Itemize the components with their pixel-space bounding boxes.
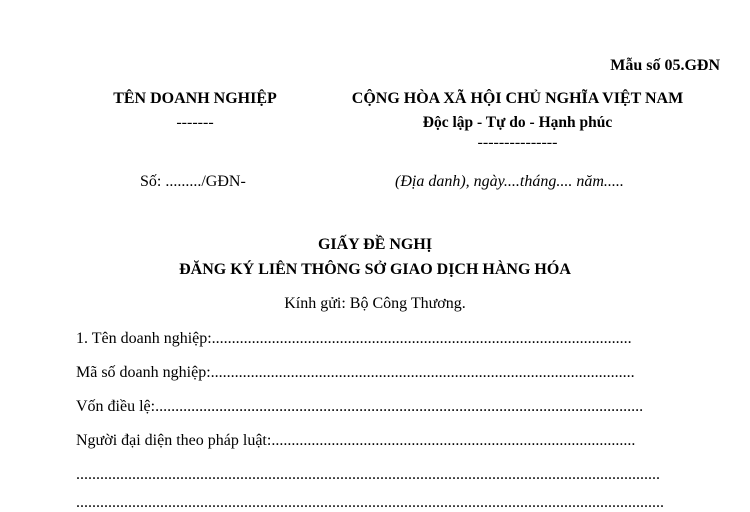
national-motto: Độc lập - Tự do - Hạnh phúc: [422, 114, 613, 131]
company-name-placeholder: TÊN DOANH NGHIỆP: [113, 90, 277, 107]
recipient-line: Kính gửi: Bộ Công Thương.: [284, 295, 466, 312]
field-legal-representative: Người đại diện theo pháp luật:...........................................................................................: [76, 432, 636, 449]
field-continuation-line: ..................................................................................................................................................: [76, 466, 660, 483]
field-continuation-line: ...................................................................................................................................................: [76, 494, 664, 511]
document-title: GIẤY ĐỀ NGHỊ: [317, 236, 433, 253]
national-title: CỘNG HÒA XÃ HỘI CHỦ NGHĨA VIỆT NAM: [351, 90, 684, 107]
form-code: Mẫu số 05.GĐN: [610, 57, 720, 74]
document-subtitle: ĐĂNG KÝ LIÊN THÔNG SỞ GIAO DỊCH HÀNG HÓA: [179, 261, 571, 278]
company-underline-rule: -------: [176, 114, 214, 131]
document-number: Số: ........./GĐN-: [140, 173, 246, 190]
field-tax-code: Mã số doanh nghiệp:..........................................................................................................: [76, 364, 635, 381]
place-and-date: (Địa danh), ngày....tháng.... năm.....: [395, 173, 624, 190]
motto-underline-rule: ---------------: [477, 134, 558, 151]
field-company-name: 1. Tên doanh nghiệp:.........................................................................................................: [76, 330, 632, 347]
field-charter-capital: Vốn điều lệ:..........................................................................................................................: [76, 398, 644, 415]
